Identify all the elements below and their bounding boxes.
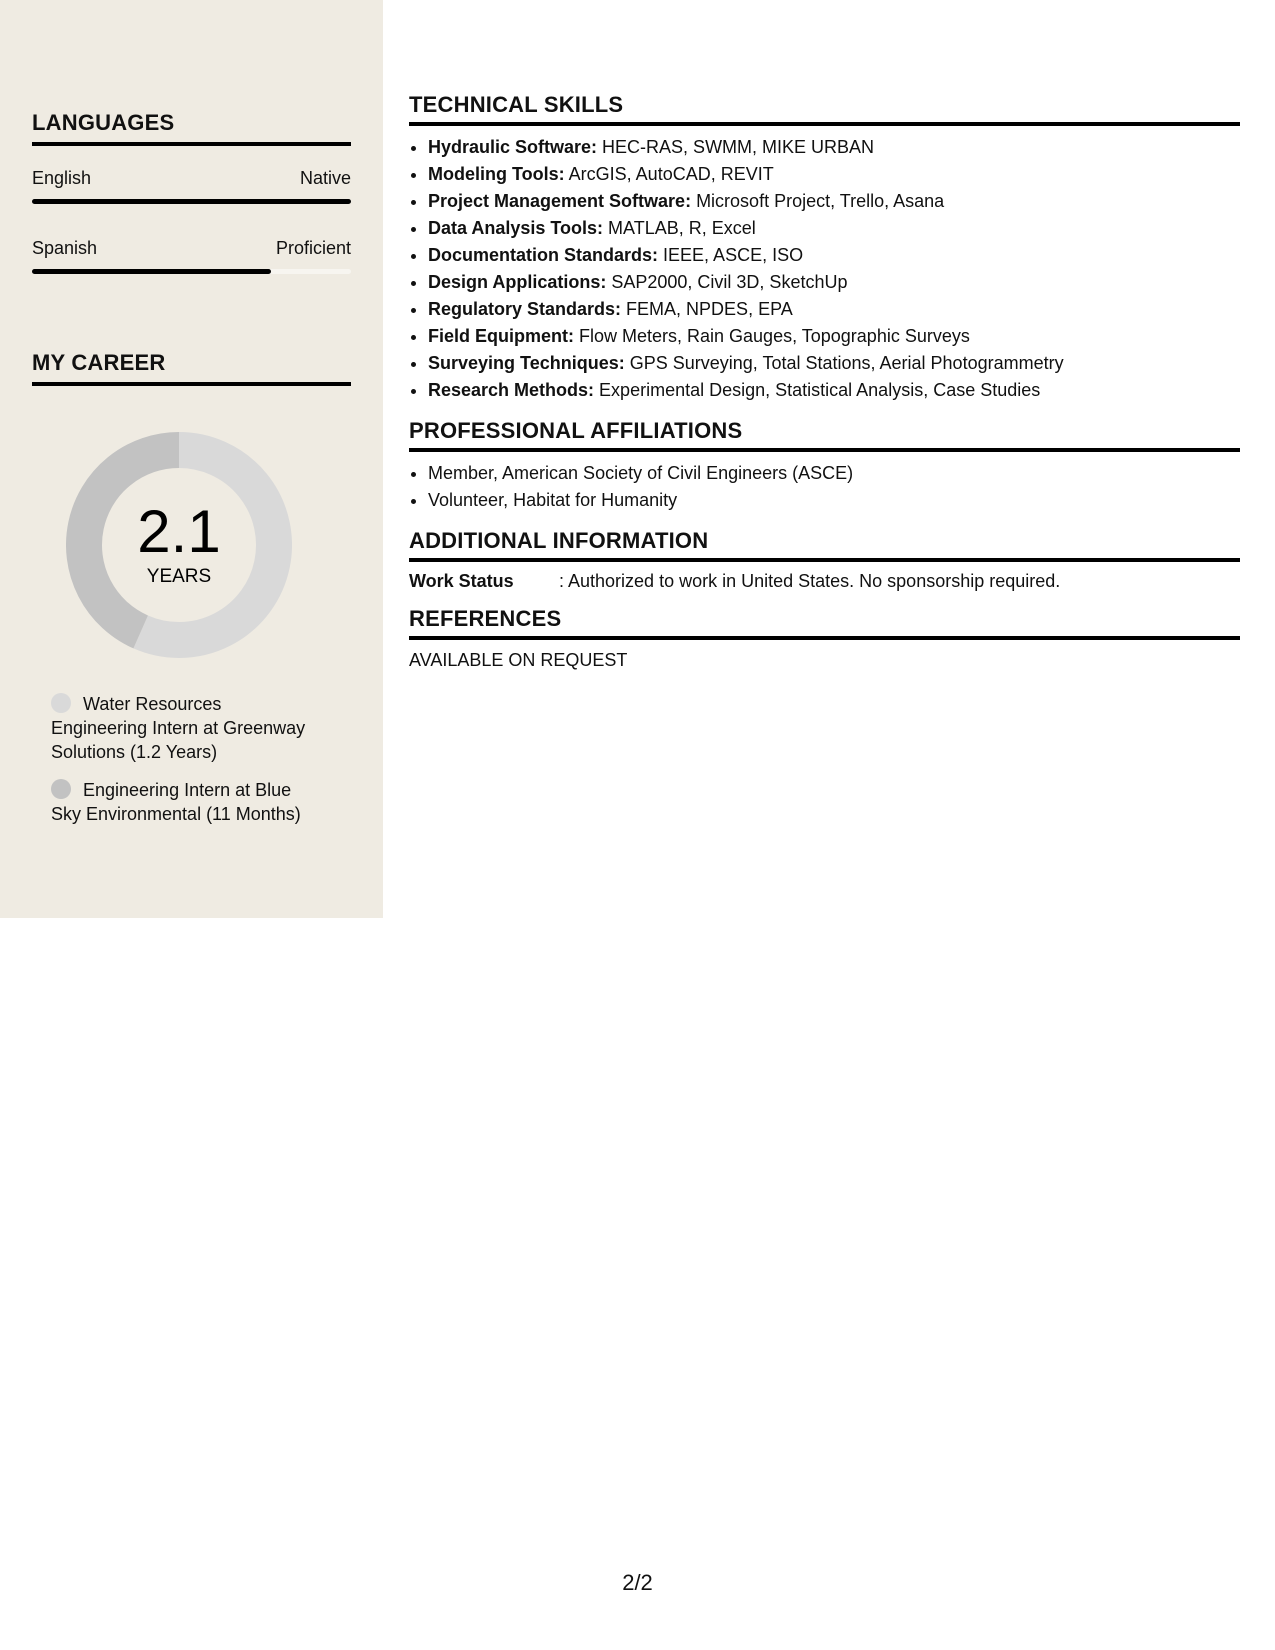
language-row-english: [32, 168, 351, 189]
legend-dot: [51, 693, 71, 713]
skill-value: HEC-RAS, SWMM, MIKE URBAN: [597, 137, 875, 157]
work-status-value: : Authorized to work in United States. No sponsorship required.: [559, 571, 1061, 591]
language-fill: [32, 269, 271, 274]
languages-title: LANGUAGES: [32, 110, 351, 146]
skill-item: [428, 377, 1240, 404]
technical-skills-title: TECHNICAL SKILLS: [409, 92, 1240, 126]
skill-item: [428, 350, 1240, 377]
language-name: Spanish: [32, 238, 98, 258]
skill-item: [428, 323, 1240, 350]
page-number: 2/2: [622, 1570, 653, 1595]
legend-label: Engineering Intern at Blue Sky Environmental (11 Months): [51, 780, 301, 824]
skill-label: Data Analysis Tools:: [428, 218, 604, 238]
references-title: REFERENCES: [409, 606, 1240, 640]
affiliations-title: PROFESSIONAL AFFILIATIONS: [409, 418, 1240, 452]
skill-label: Design Applications:: [428, 272, 607, 292]
career-total-unit: YEARS: [146, 566, 212, 587]
skill-value: Microsoft Project, Trello, Asana: [691, 191, 945, 211]
language-level: Native: [299, 168, 351, 188]
skill-value: SAP2000, Civil 3D, SketchUp: [606, 272, 848, 292]
skill-label: Documentation Standards:: [428, 245, 659, 265]
skill-label: Field Equipment:: [428, 326, 574, 346]
skill-item: [428, 215, 1240, 242]
skill-value: IEEE, ASCE, ISO: [658, 245, 804, 265]
skill-value: FEMA, NPDES, EPA: [621, 299, 793, 319]
skill-label: Modeling Tools:: [428, 164, 565, 184]
career-donut: [66, 432, 292, 658]
career-total-value: 2.1: [137, 498, 221, 565]
languages-section: [32, 110, 351, 274]
skill-item: [428, 188, 1240, 215]
affiliations-section: [409, 418, 1240, 514]
language-bar-english: [32, 199, 351, 204]
legend-label: Water Resources Engineering Intern at Greenway Solutions (1.2 Years): [51, 694, 306, 762]
skill-value: GPS Surveying, Total Stations, Aerial Photogrammetry: [624, 353, 1064, 373]
skill-label: Regulatory Standards:: [428, 299, 622, 319]
language-bar-spanish: [32, 269, 351, 274]
skill-label: Research Methods:: [428, 380, 595, 400]
career-title: MY CAREER: [32, 350, 351, 386]
work-status-label: Work Status: [409, 571, 514, 591]
skill-value: MATLAB, R, Excel: [603, 218, 756, 238]
main-content: [409, 92, 1240, 685]
language-level: Proficient: [275, 238, 351, 258]
additional-info-title: ADDITIONAL INFORMATION: [409, 528, 1240, 562]
skill-item: [428, 269, 1240, 296]
skill-item: [428, 161, 1240, 188]
additional-info-section: [409, 528, 1240, 592]
skill-label: Surveying Techniques:: [428, 353, 625, 373]
technical-skills-section: [409, 92, 1240, 404]
list-item: • Member, American Society of Civil Engineers (ASCE): [428, 460, 1240, 487]
references-section: [409, 606, 1240, 671]
list-item: • Volunteer, Habitat for Humanity: [428, 487, 1240, 514]
work-status-row: [409, 571, 1240, 592]
skill-item: [428, 296, 1240, 323]
skill-item: [428, 134, 1240, 161]
skill-label: Project Management Software:: [428, 191, 692, 211]
skill-label: Hydraulic Software:: [428, 137, 598, 157]
skill-value: Flow Meters, Rain Gauges, Topographic Surveys: [574, 326, 970, 346]
affiliations-list: [409, 460, 1240, 514]
language-row-spanish: [32, 238, 351, 259]
legend-dot: [51, 779, 71, 799]
sidebar: [0, 0, 383, 918]
career-legend: [51, 692, 321, 840]
career-section: [32, 350, 351, 386]
skill-item: [428, 242, 1240, 269]
career-legend-item: [51, 692, 321, 764]
skill-value: ArcGIS, AutoCAD, REVIT: [564, 164, 774, 184]
technical-skills-list: [409, 134, 1240, 404]
language-name: English: [32, 168, 92, 188]
skill-value: Experimental Design, Statistical Analysis, Case Studies: [594, 380, 1041, 400]
career-legend-item: [51, 778, 321, 826]
references-text: AVAILABLE ON REQUEST: [409, 650, 628, 670]
language-fill: [32, 199, 351, 204]
